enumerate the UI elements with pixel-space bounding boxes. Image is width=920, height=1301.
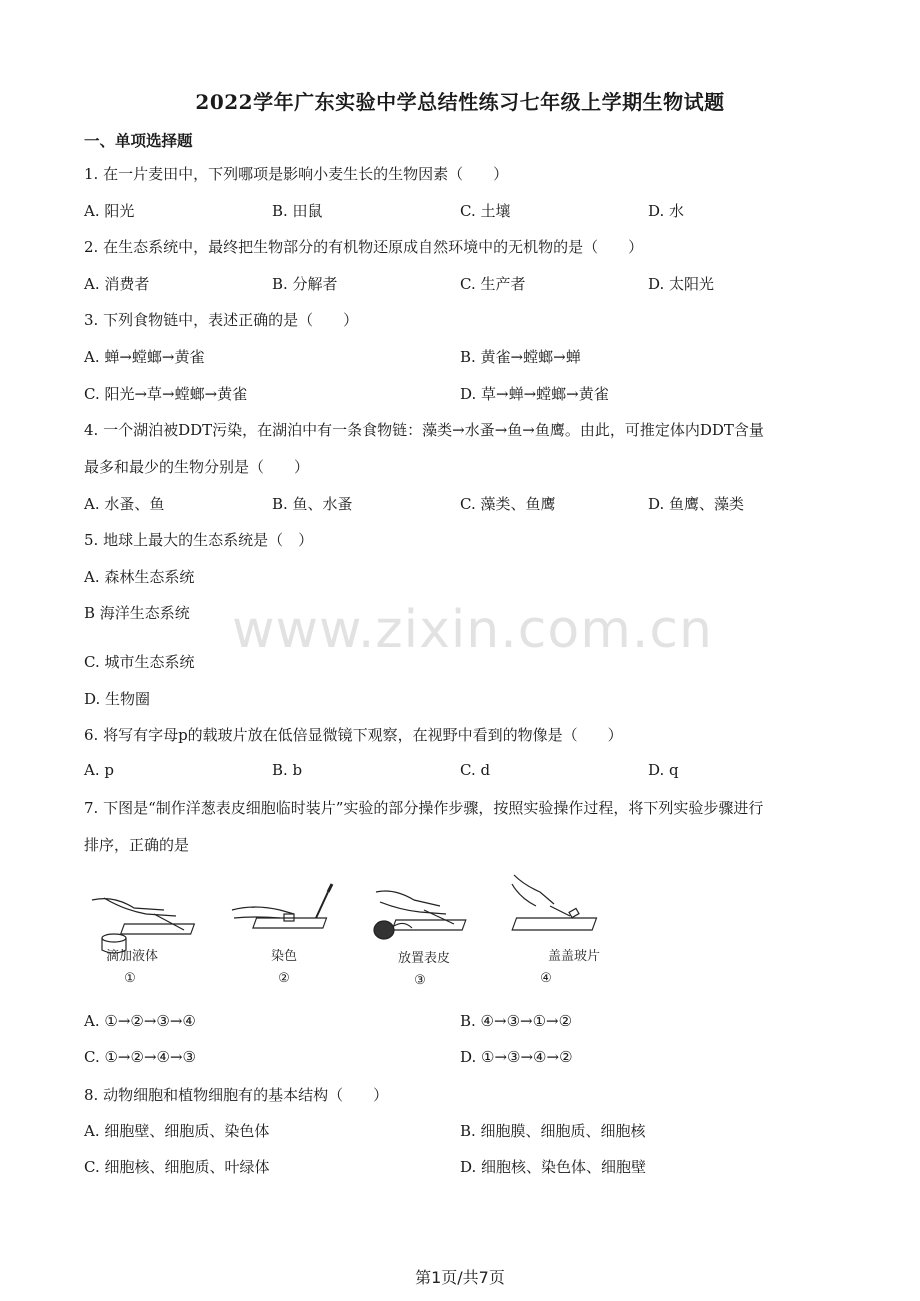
question-2-stem: 2. 在生态系统中，最终把生物部分的有机物还原成自然环境中的无机物的是（ ） <box>84 238 644 256</box>
q4-option-a: A. 水蚤、鱼 <box>84 495 165 513</box>
q7-option-b: B. ④→③→①→② <box>460 1012 573 1030</box>
q1-option-b: B. 田鼠 <box>272 202 323 220</box>
step-3-caption: 放置表皮 <box>397 951 451 966</box>
q8-option-b: B. 细胞膜、细胞质、细胞核 <box>460 1122 646 1140</box>
question-7-stem-line1: 7. 下图是“制作洋葱表皮细胞临时装片”实验的部分操作步骤，按照实验操作过程，将下列实验步骤进行 <box>84 799 764 817</box>
q6-option-a: A. p <box>84 761 114 779</box>
q8-option-d: D. 细胞核、染色体、细胞壁 <box>460 1158 647 1176</box>
step-4-caption: 盖盖玻片 <box>547 949 601 964</box>
q2-option-c: C. 生产者 <box>460 275 526 293</box>
section-heading: 一、单项选择题 <box>84 132 193 150</box>
step-4-drawing <box>512 875 597 930</box>
q3-option-a: A. 蝉→螳螂→黄雀 <box>84 348 205 366</box>
experiment-steps-illustration <box>84 870 624 995</box>
q4-option-b: B. 鱼、水蚤 <box>272 495 353 513</box>
step-4-number: ④ <box>540 971 552 986</box>
q3-option-b: B. 黄雀→螳螂→蝉 <box>460 348 581 366</box>
page-footer: 第1页/共7页 <box>415 1268 505 1287</box>
step-1-drawing <box>92 898 194 953</box>
question-6-stem: 6. 将写有字母p的载玻片放在低倍显微镜下观察，在视野中看到的物像是（ ） <box>84 726 623 744</box>
step-1-caption: 滴加液体 <box>105 949 159 964</box>
q1-option-d: D. 水 <box>648 202 685 220</box>
q4-option-d: D. 鱼鹰、藻类 <box>648 495 745 513</box>
question-5-stem: 5. 地球上最大的生态系统是（ ） <box>84 531 314 549</box>
q6-option-c: C. d <box>460 761 491 779</box>
q5-option-a: A. 森林生态系统 <box>84 568 195 586</box>
question-3-stem: 3. 下列食物链中，表述正确的是（ ） <box>84 311 359 329</box>
step-2-drawing <box>232 884 332 928</box>
q5-option-b: B 海洋生态系统 <box>84 604 190 622</box>
step-2-number: ② <box>278 971 290 986</box>
question-7-stem-line2: 排序，正确的是 <box>84 836 190 854</box>
q2-option-b: B. 分解者 <box>272 275 338 293</box>
q7-option-d: D. ①→③→④→② <box>460 1048 573 1066</box>
watermark: www.zixin.com.cn <box>232 600 713 660</box>
q1-option-a: A. 阳光 <box>84 202 135 220</box>
step-3-drawing <box>374 891 466 939</box>
question-1-stem: 1. 在一片麦田中，下列哪项是影响小麦生长的生物因素（ ） <box>84 165 509 183</box>
q2-option-a: A. 消费者 <box>84 275 150 293</box>
q5-option-d: D. 生物圈 <box>84 690 151 708</box>
step-1-number: ① <box>124 971 136 986</box>
q8-option-a: A. 细胞壁、细胞质、染色体 <box>84 1122 270 1140</box>
q1-option-c: C. 土壤 <box>460 202 511 220</box>
step-3-number: ③ <box>414 973 426 988</box>
q4-option-c: C. 藻类、鱼鹰 <box>460 495 556 513</box>
page-title: 2022学年广东实验中学总结性练习七年级上学期生物试题 <box>195 90 725 114</box>
q7-option-a: A. ①→②→③→④ <box>84 1012 196 1030</box>
q7-option-c: C. ①→②→④→③ <box>84 1048 196 1066</box>
q3-option-d: D. 草→蝉→螳螂→黄雀 <box>460 385 609 403</box>
q6-option-b: B. b <box>272 761 303 779</box>
question-8-stem: 8. 动物细胞和植物细胞有的基本结构（ ） <box>84 1086 389 1104</box>
question-4-stem-line2: 最多和最少的生物分别是（ ） <box>84 458 310 476</box>
question-4-stem-line1: 4. 一个湖泊被DDT污染，在湖泊中有一条食物链：藻类→水蚤→鱼→鱼鹰。由此，可推定体内DDT含量 <box>84 421 764 439</box>
q5-option-c: C. 城市生态系统 <box>84 653 195 671</box>
q2-option-d: D. 太阳光 <box>648 275 715 293</box>
step-2-caption: 染色 <box>270 949 298 964</box>
q6-option-d: D. q <box>648 761 679 779</box>
experiment-steps-figure <box>84 870 624 995</box>
q3-option-c: C. 阳光→草→螳螂→黄雀 <box>84 385 248 403</box>
q8-option-c: C. 细胞核、细胞质、叶绿体 <box>84 1158 270 1176</box>
